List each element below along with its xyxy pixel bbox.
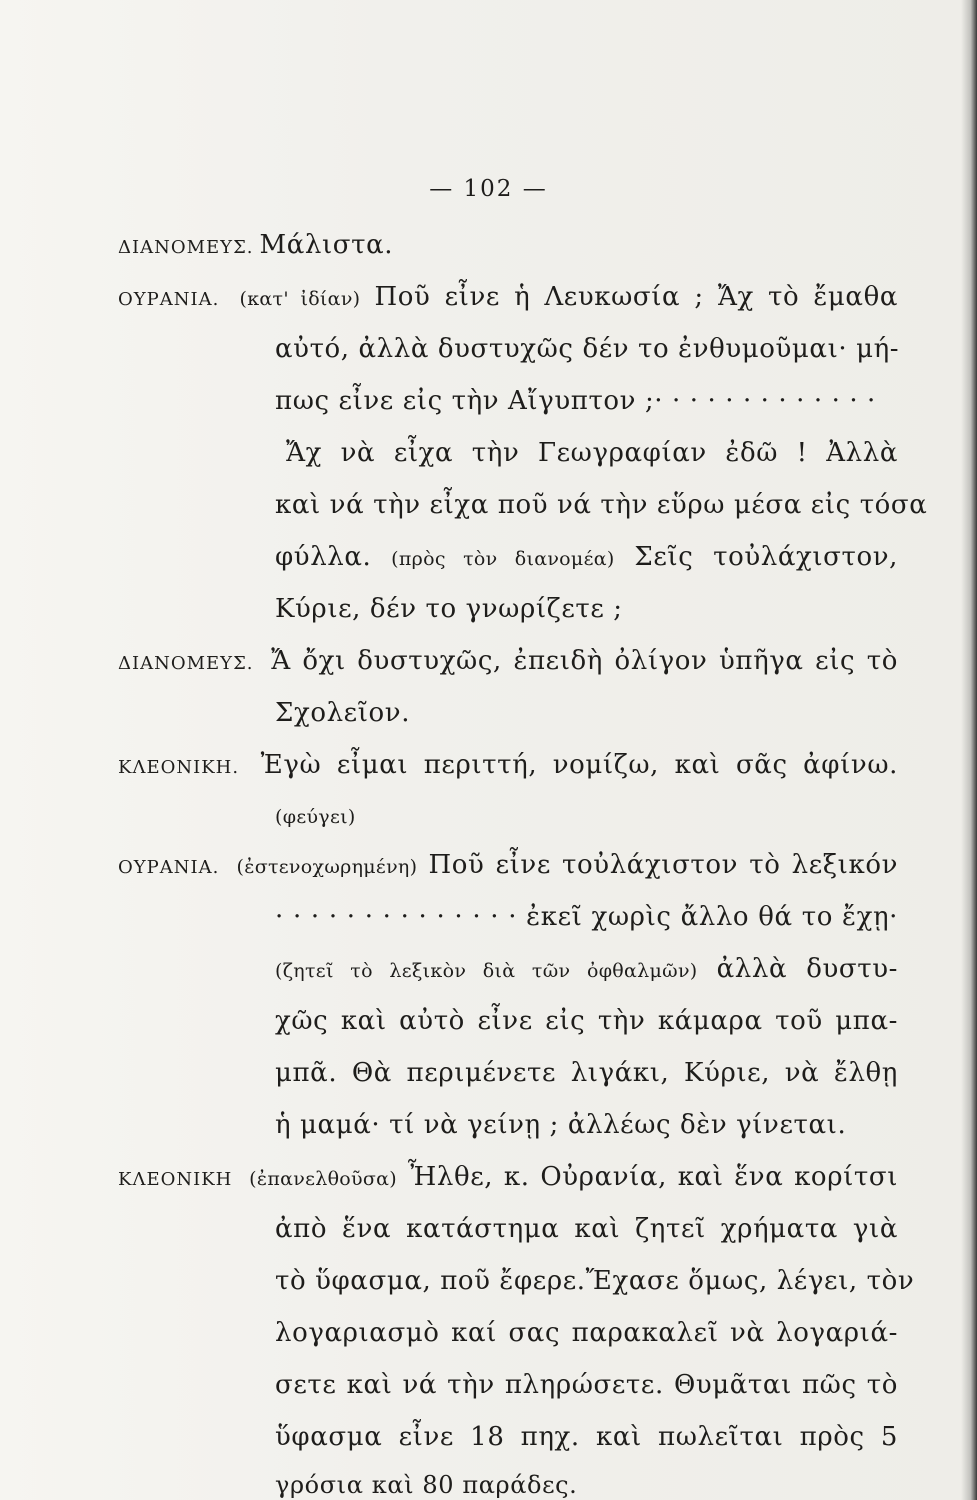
line-text: μπᾶ. Θὰ περιμένετε λιγάκι, Κύριε, νὰ ἔλθῃ [275, 1058, 898, 1088]
text-line [275, 1318, 898, 1348]
line-text: ἀπὸ ἕνα κατάστημα καὶ ζητεῖ χρήματα γιὰ [275, 1214, 898, 1244]
speaker-label: ΟΥΡΑΝΙΑ. [118, 289, 220, 310]
speaker-label: ΔΙΑΝΟΜΕΥΣ. [118, 653, 254, 674]
text-line [275, 386, 898, 416]
line-text: ὕφασμα εἶνε 18 πηχ. καὶ πωλεῖται πρὸς 5 [275, 1422, 898, 1452]
text-line [118, 1162, 898, 1195]
line-text: Ἄ ὄχι δυστυχῶς, ἐπειδὴ ὀλίγον ὑπῆγα εἰς τὸ [271, 646, 898, 676]
stage-direction: (ἐστενοχωρημένη) [236, 856, 418, 878]
text-line [275, 698, 898, 728]
speaker-label: ΚΛΕΟΝΙΚΗ. [118, 757, 240, 778]
text-line [275, 1470, 898, 1500]
line-text: γρόσια καὶ 80 παράδες. [275, 1471, 578, 1499]
line-text: καὶ νά τὴν εἶχα ποῦ νά τὴν εὕρω μέσα εἰς τόσα [275, 490, 928, 520]
line-text: Σχολεῖον. [275, 698, 411, 728]
line-text: · · · · · · · · · · · · · · ἐκεῖ χωρὶς ἄλλο θά το ἔχῃ· [275, 902, 898, 932]
stage-direction: (ἐπανελθοῦσα) [249, 1168, 398, 1190]
speaker-label: ΔΙΑΝΟΜΕΥΣ. [118, 237, 254, 258]
line-text: Ἐγὼ εἶμαι περιττή, νομίζω, καὶ σᾶς ἀφίνω. [260, 750, 898, 780]
text-line [275, 1006, 898, 1036]
speaker-label: ΚΛΕΟΝΙΚΗ [118, 1169, 233, 1190]
line-text: σετε καὶ νά τὴν πληρώσετε. Θυμᾶται πῶς τὸ [275, 1370, 898, 1400]
line-text: αὐτό, ἀλλὰ δυστυχῶς δέν το ἐνθυμοῦμαι· μή- [275, 334, 900, 364]
line-text: τὸ ὕφασμα, ποῦ ἔφερε.Ἔχασε ὅμως, λέγει, τὸν [275, 1266, 915, 1296]
line-text: λογαριασμὸ καί σας παρακαλεῖ νὰ λογαριά- [275, 1318, 898, 1348]
line-text: Κύριε, δέν το γνωρίζετε ; [275, 594, 623, 624]
text-line [275, 902, 898, 932]
page-number: — 102 — [429, 176, 548, 202]
text-line [275, 1422, 898, 1452]
text-line [275, 1370, 898, 1400]
text-line [118, 750, 898, 783]
line-text: ἡ μαμά· τί νὰ γείνῃ ; ἀλλέως δὲν γίνεται. [275, 1110, 847, 1140]
text-line [275, 542, 898, 574]
stage-direction: (κατ' ἰδίαν) [239, 288, 361, 310]
text-line [118, 282, 898, 315]
line-text: Ἦλθε, κ. Οὐρανία, καὶ ἕνα κορίτσι [407, 1162, 898, 1192]
text-line [275, 490, 928, 520]
line-text: ἀλλὰ δυστυ- [716, 954, 898, 984]
text-line [118, 230, 898, 263]
text-line [118, 850, 898, 883]
text-line [275, 954, 898, 986]
text-line [275, 1058, 898, 1088]
text-line [275, 1214, 898, 1244]
stage-direction: (φεύγει) [275, 806, 356, 828]
line-text: Μάλιστα. [259, 230, 394, 260]
page-edge-shadow [961, 0, 977, 1500]
text-line [275, 334, 898, 364]
line-text: Ἄχ νὰ εἶχα τὴν Γεωγραφίαν ἐδῶ ! Ἀλλὰ [286, 438, 898, 468]
line-text: χῶς καὶ αὐτὸ εἶνε εἰς τὴν κάμαρα τοῦ μπα- [275, 1006, 898, 1036]
line-text: Σεῖς τοὐλάχιστον, [634, 542, 899, 572]
text-line [286, 438, 898, 468]
line-text: Ποῦ εἶνε ἡ Λευκωσία ; Ἄχ τὸ ἔμαθα [374, 282, 898, 312]
stage-direction: (ζητεῖ τὸ λεξικὸν διὰ τῶν ὀφθαλμῶν) [275, 960, 698, 982]
stage-direction: (πρὸς τὸν διανομέα) [391, 548, 615, 570]
text-line [275, 1110, 898, 1140]
text-line [275, 1266, 915, 1296]
text-line [275, 594, 898, 624]
speaker-label: ΟΥΡΑΝΙΑ. [118, 857, 220, 878]
text-line [118, 646, 898, 679]
text-line [275, 800, 898, 832]
line-text: φύλλα. [275, 542, 372, 572]
line-text: Ποῦ εἶνε τοὐλάχιστον τὸ λεξικόν [428, 850, 898, 880]
line-text: πως εἶνε εἰς τὴν Αἴγυπτον ;· · · · · · · · · · · · · [275, 386, 876, 416]
